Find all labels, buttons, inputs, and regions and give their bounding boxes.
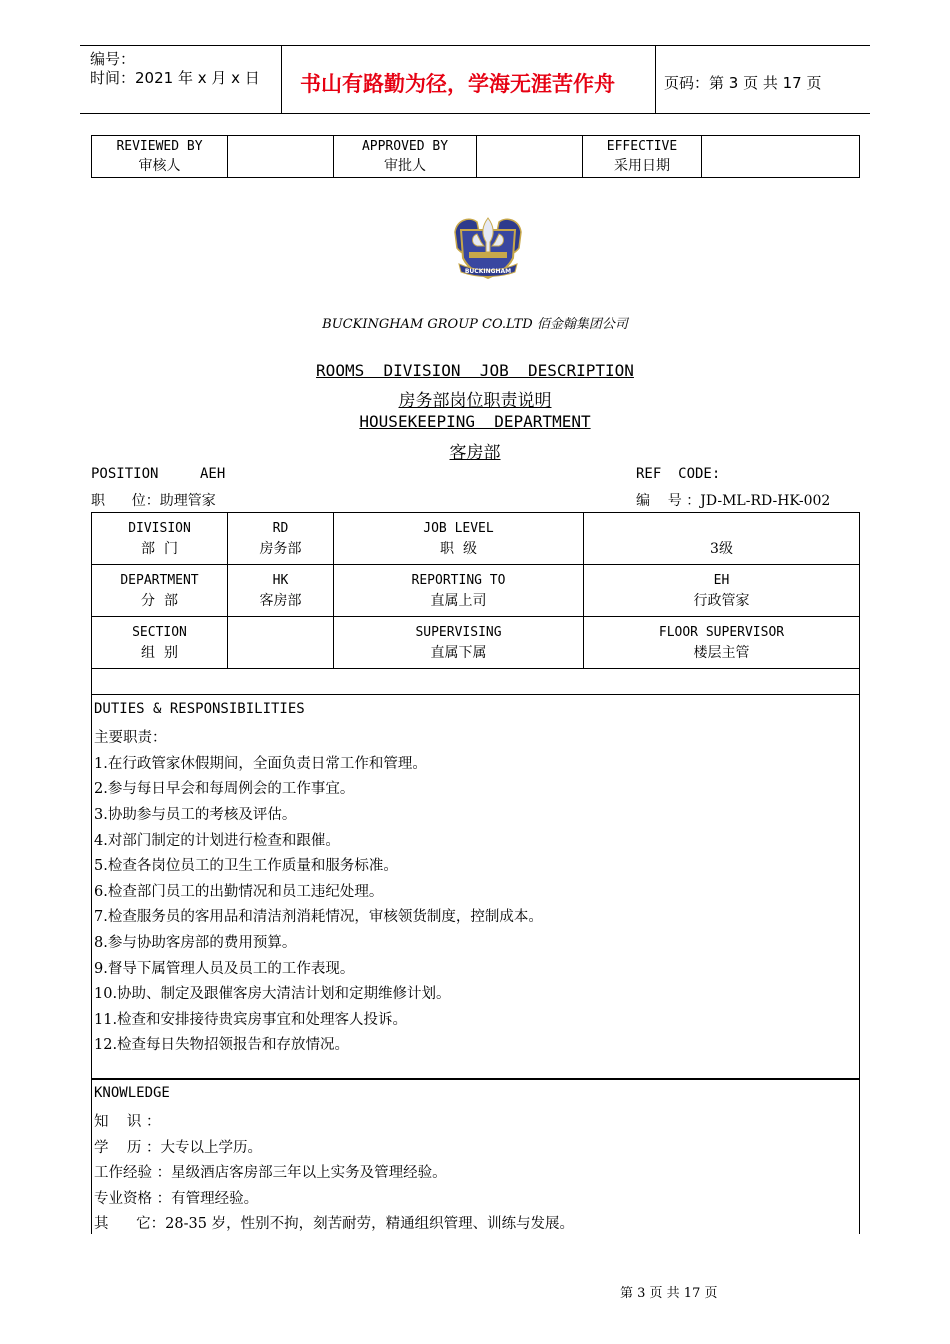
duty-item: 2.参与每日早会和每周例会的工作事宜。 <box>94 781 355 797</box>
title-en-housekeeping: HOUSEKEEPING DEPARTMENT <box>359 412 591 431</box>
duty-item: 4.对部门制定的计划进行检查和跟催。 <box>94 833 340 849</box>
reviewed-by-value <box>228 136 334 178</box>
position-cn: 职 位：助理管家 <box>91 493 216 509</box>
approved-by-cn: 审批人 <box>384 157 426 174</box>
company-name: BUCKINGHAM GROUP CO.LTD 佰金翰集团公司 <box>322 317 628 332</box>
logo-text: BUCKINGHAM <box>464 268 512 275</box>
knowledge-item: 其 它：28-35 岁，性别不拘，刻苦耐劳，精通组织管理、训练与发展。 <box>94 1216 575 1232</box>
approved-by-en: APPROVED BY <box>361 138 449 154</box>
knowledge-item: 知 识 ： <box>94 1114 161 1130</box>
doc-number-label: 编号： <box>90 50 136 68</box>
page-code: 页码：第 3 页 共 17 页 <box>664 74 822 92</box>
info-row-empty <box>92 669 860 695</box>
ref-code-label: REF CODE: <box>636 466 721 482</box>
knowledge-item: 专业资格 ：有管理经验。 <box>94 1191 259 1207</box>
duties-heading-en: DUTIES & RESPONSIBILITIES <box>94 701 305 717</box>
info-row-division: DIVISION 部 门 RD 房务部 JOB LEVEL 职 级 3级 <box>92 513 860 565</box>
position-en-value: AEH <box>200 466 226 482</box>
reviewed-by-en: REVIEWED BY <box>116 138 203 154</box>
approved-by-cell <box>334 136 477 178</box>
duty-item: 7.检查服务员的客用品和清洁剂消耗情况，审核领货制度，控制成本。 <box>94 909 543 925</box>
approved-by-value <box>477 136 583 178</box>
duty-item: 9.督导下属管理人员及员工的工作表现。 <box>94 961 355 977</box>
duty-item: 8.参与协助客房部的费用预算。 <box>94 935 297 951</box>
info-row-department: DEPARTMENT 分 部 HK 客房部 REPORTING TO 直属上司 EH 行政管家 <box>92 565 860 617</box>
title-cn-housekeeping: 客房部 <box>449 443 501 463</box>
info-row-section: SECTION 组 别 SUPERVISING 直属下属 FLOOR SUPERVISOR 楼层主管 <box>92 617 860 669</box>
effective-en: EFFECTIVE <box>606 138 678 154</box>
knowledge-heading-en: KNOWLEDGE <box>94 1085 170 1101</box>
title-cn-rooms-division: 房务部岗位职责说明 <box>398 391 552 411</box>
knowledge-item: 工作经验 ：星级酒店客房部三年以上实务及管理经验。 <box>94 1165 447 1181</box>
position-en-label: POSITION <box>91 466 159 482</box>
ref-code-cn: 编 号 ：JD-ML-RD-HK-002 <box>636 493 831 509</box>
duty-item: 12.检查每日失物招领报告和存放情况。 <box>94 1037 350 1053</box>
buckingham-logo <box>447 212 529 282</box>
doc-time-label: 时间：2021 年 x 月 x 日 <box>90 69 260 87</box>
duties-heading-cn: 主要职责： <box>94 730 167 746</box>
effective-value <box>702 136 860 178</box>
header-motto: 书山有路勤为径，学海无涯苦作舟 <box>300 72 615 96</box>
duty-item: 6.检查部门员工的出勤情况和员工违纪处理。 <box>94 884 384 900</box>
duty-item: 1.在行政管家休假期间，全面负责日常工作和管理。 <box>94 756 427 772</box>
logo-band <box>469 252 507 258</box>
duty-item: 3.协助参与员工的考核及评估。 <box>94 807 297 823</box>
page-footer: 第 3 页 共 17 页 <box>620 1286 718 1301</box>
duty-item: 10.协助、制定及跟催客房大清洁计划和定期维修计划。 <box>94 986 451 1002</box>
effective-cell <box>583 136 702 178</box>
duty-item: 5.检查各岗位员工的卫生工作质量和服务标准。 <box>94 858 398 874</box>
reviewed-by-cn: 审核人 <box>138 157 181 174</box>
duty-item: 11.检查和安排接待贵宾房事宜和处理客人投诉。 <box>94 1012 408 1028</box>
approval-table <box>91 135 860 178</box>
reviewed-by-cell <box>92 136 228 178</box>
knowledge-item: 学 历 ：大专以上学历。 <box>94 1140 263 1156</box>
title-en-rooms-division: ROOMS DIVISION JOB DESCRIPTION <box>316 361 634 380</box>
job-info-table <box>91 512 860 695</box>
effective-cn: 采用日期 <box>614 157 670 174</box>
